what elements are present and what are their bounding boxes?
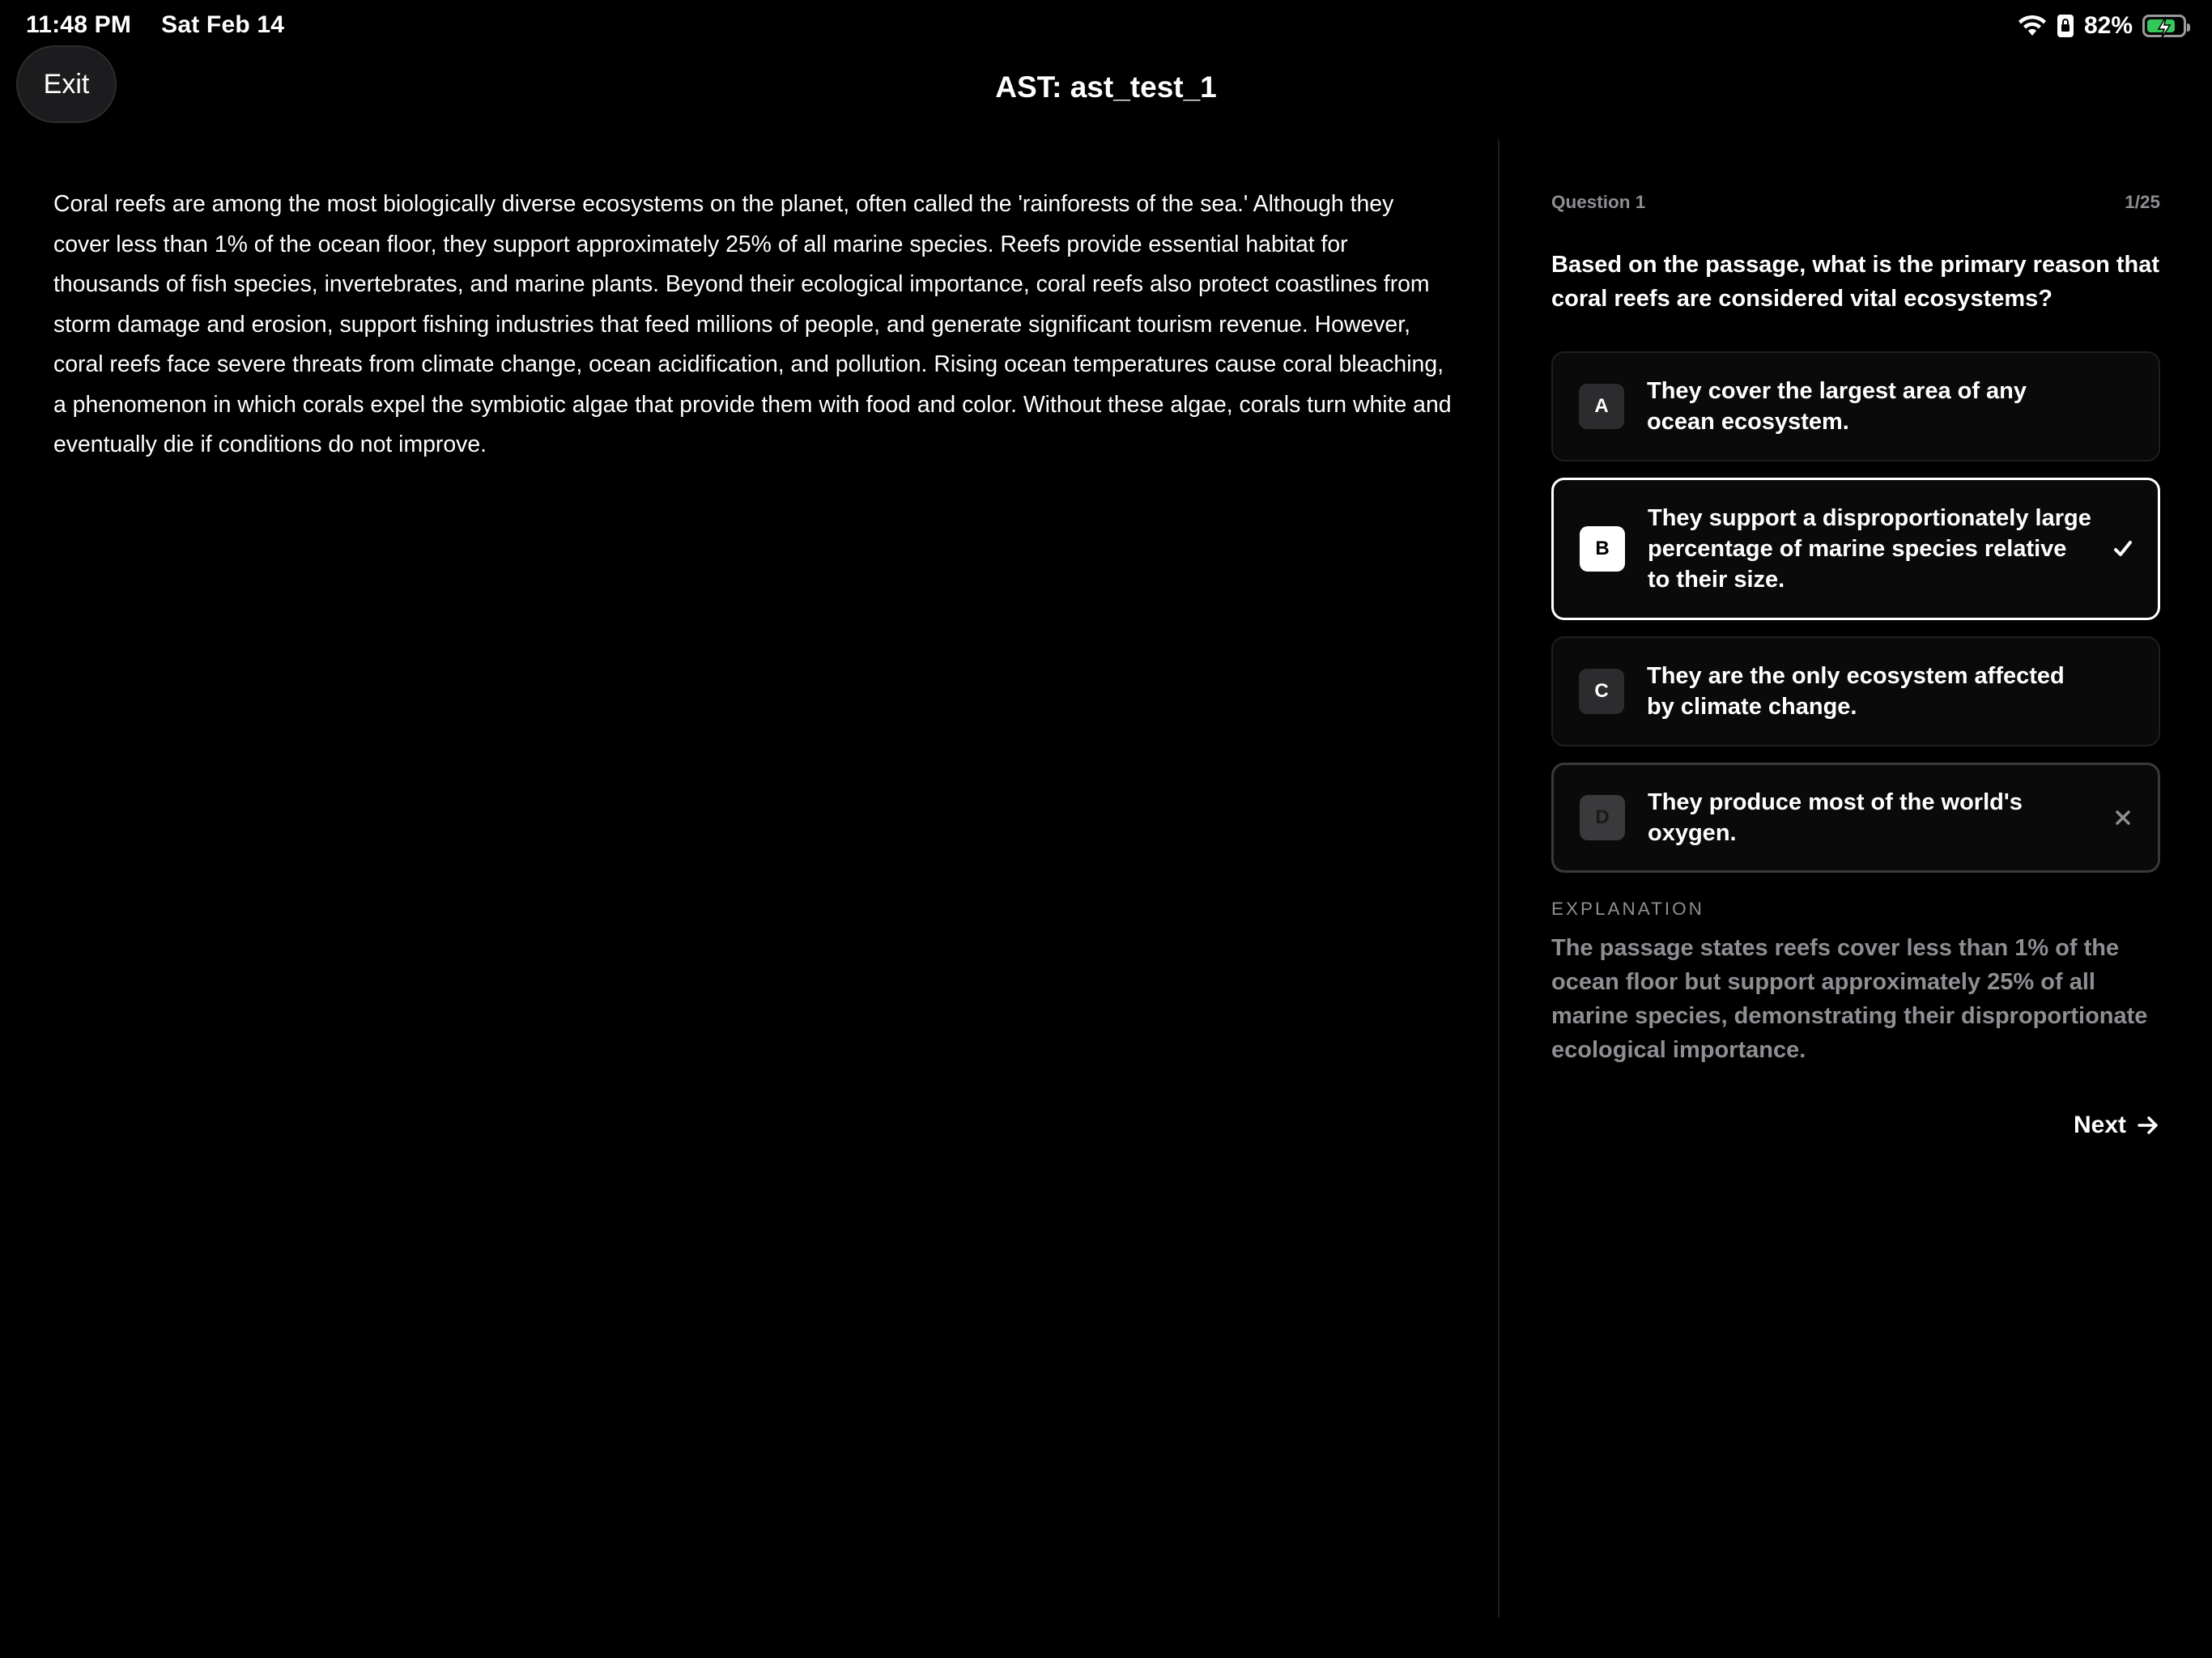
option-text: They cover the largest area of any ocean ecosystem. bbox=[1647, 378, 2027, 435]
question-number: Question 1 bbox=[1551, 192, 1646, 212]
answer-option-b[interactable] bbox=[1551, 478, 2160, 620]
battery-tip bbox=[2187, 23, 2190, 32]
option-letter-badge: C bbox=[1579, 669, 1624, 714]
question-progress: 1/25 bbox=[2125, 192, 2160, 212]
next-label: Next bbox=[2073, 1112, 2126, 1138]
option-letter-badge: D bbox=[1580, 795, 1625, 840]
option-letter-badge: B bbox=[1580, 526, 1625, 572]
status-time-date bbox=[26, 11, 284, 39]
answer-options bbox=[1551, 351, 2160, 873]
option-text: They produce most of the world's oxygen. bbox=[1648, 789, 2023, 846]
status-bar bbox=[0, 0, 2212, 52]
status-time: 11:48 PM bbox=[26, 11, 132, 38]
reading-passage: Coral reefs are among the most biologically diverse ecosystems on the planet, often called the 'rainforests of the sea.' Although they cover less than 1% of the ocean floor, they support approximately 25% of all marine species. Reefs provide essential habitat for thousands of fish species, invertebrates, and marine plants. Beyond their ecological importance, coral reefs also protect coastlines from storm damage and erosion, support fishing industries that feed millions of people, and generate significant tourism revenue. However, coral reefs face severe threats from climate change, ocean acidification, and pollution. Rising ocean temperatures cause coral bleaching, a phenomenon in which corals expel the symbiotic algae that provide them with food and color. Without these algae, corals turn white and eventually die if conditions do not improve. bbox=[53, 191, 1452, 457]
explanation-text: The passage states reefs cover less than 1% of the ocean floor but support approximately 25% of all marine species, demonstrating their disproportionate ecological importance. bbox=[1551, 935, 2148, 1063]
question-header bbox=[1551, 186, 2160, 219]
panel-divider bbox=[1498, 139, 1499, 1618]
arrow-right-icon bbox=[2136, 1113, 2160, 1137]
status-indicators bbox=[2018, 11, 2186, 40]
option-text: They support a disproportionately large percentage of marine species relative to their size. bbox=[1648, 505, 2091, 593]
explanation-label: EXPLANATION bbox=[1551, 899, 1704, 919]
option-letter-badge: A bbox=[1579, 384, 1624, 429]
next-button[interactable] bbox=[2074, 1104, 2160, 1146]
close-icon bbox=[2111, 806, 2135, 830]
lock-rotation-icon bbox=[2057, 14, 2074, 38]
battery-percentage: 82% bbox=[2083, 12, 2133, 39]
question-panel bbox=[1551, 186, 2160, 1138]
answer-option-d[interactable] bbox=[1551, 763, 2160, 873]
answer-option-c[interactable] bbox=[1551, 636, 2160, 746]
page-title: AST: ast_test_1 bbox=[995, 70, 1217, 104]
battery-charging-icon bbox=[2142, 15, 2186, 37]
charging-bolt-icon bbox=[2156, 16, 2172, 39]
question-text: Based on the passage, what is the primary reason that coral reefs are considered vital ecosystems? bbox=[1551, 252, 2159, 312]
status-date: Sat Feb 14 bbox=[161, 11, 285, 38]
exit-button[interactable]: Exit bbox=[16, 45, 117, 123]
option-text: They are the only ecosystem affected by climate change. bbox=[1647, 663, 2065, 720]
answer-option-a[interactable] bbox=[1551, 351, 2160, 461]
wifi-icon bbox=[2018, 15, 2047, 37]
checkmark-icon bbox=[2111, 537, 2135, 561]
